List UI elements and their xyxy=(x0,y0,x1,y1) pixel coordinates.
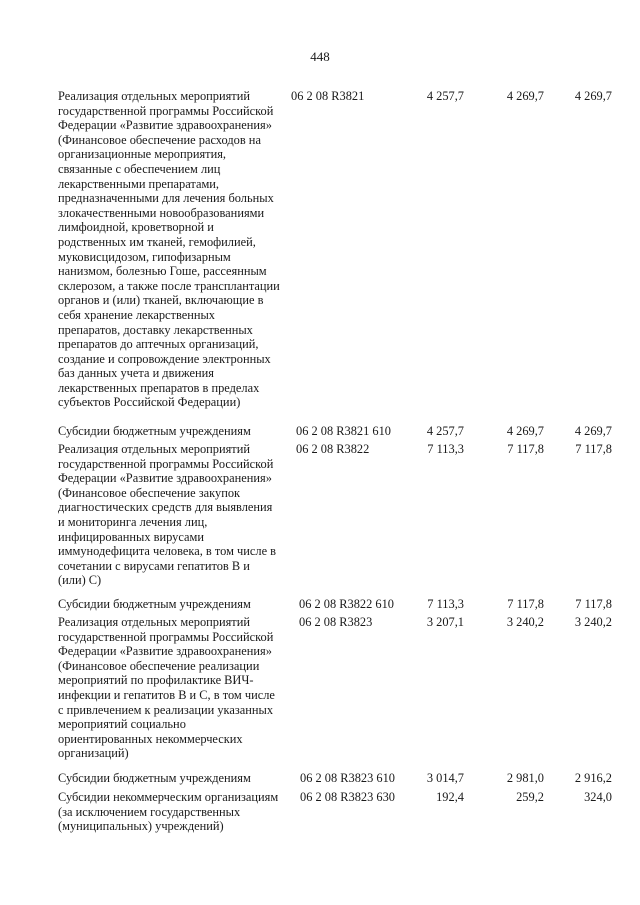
row-value-3: 7 117,8 xyxy=(575,597,612,611)
row-value-2: 4 269,7 xyxy=(506,424,544,438)
row-value-1: 4 257,7 xyxy=(426,89,464,103)
row-description: Субсидии бюджетным учреждениям xyxy=(58,597,251,611)
row-description: Субсидии бюджетным учреждениям xyxy=(58,424,251,438)
row-description: Реализация отдельных мероприятий государственной программы Российской Федерации «Развитие здравоохранения» (Финансовое обеспечение реализации мероприятий по профилактике ВИЧ- инфекции и гепатитов В и С, в том числе с привлечением к реализации указанных мероприятий социально ориентированных некоммерческих организаций) xyxy=(58,615,275,761)
row-description: Реализация отдельных мероприятий государственной программы Российской Федерации «Развитие здравоохранения» (Финансовое обеспечение закупок диагностических средств для выявления и мониторинга лечения лиц, инфицированных вирусами иммунодефицита человека, в том числе в сочетании с вирусами гепатитов В и (или) С) xyxy=(58,442,277,588)
row-code: 06 2 08 R3823 xyxy=(299,615,373,629)
row-value-3: 2 916,2 xyxy=(574,771,612,785)
row-value-2: 7 117,8 xyxy=(507,442,544,456)
row-value-1: 7 113,3 xyxy=(427,442,464,456)
row-value-1: 192,4 xyxy=(436,790,464,804)
row-value-1: 3 014,7 xyxy=(426,771,464,785)
row-value-1: 4 257,7 xyxy=(426,424,464,438)
row-description: Субсидии бюджетным учреждениям xyxy=(58,771,251,785)
page-number: 448 xyxy=(310,49,330,64)
row-code: 06 2 08 R3822 610 xyxy=(299,597,394,611)
row-code: 06 2 08 R3823 610 xyxy=(300,771,395,785)
row-code: 06 2 08 R3821 610 xyxy=(296,424,391,438)
row-value-1: 3 207,1 xyxy=(426,615,464,629)
row-value-3: 324,0 xyxy=(584,790,612,804)
row-description: Реализация отдельных мероприятий государственной программы Российской Федерации «Развитие здравоохранения» (Финансовое обеспечение расходов на организационные мероприятия, связанные с обеспечением лиц лекарственными препаратами, предназначенными для лечения больных злокачественными новообразованиями лимфоидной, кроветворной и родственных им тканей, гемофилией, муковисцидозом, гипофизарным нанизмом, болезнью Гоше, рассеянным склерозом, а также после трансплантации органов и (или) тканей, включающие в себя хранение лекарственных препаратов, доставку лекарственных препаратов до аптечных организаций, создание и сопровождение электронных баз данных учета и движения лекарственных препаратов в пределах субъектов Российской Федерации) xyxy=(58,89,280,410)
row-value-1: 7 113,3 xyxy=(427,597,464,611)
row-code: 06 2 08 R3822 xyxy=(296,442,370,456)
row-code: 06 2 08 R3821 xyxy=(291,89,365,103)
row-code: 06 2 08 R3823 630 xyxy=(300,790,395,804)
row-value-3: 7 117,8 xyxy=(575,442,612,456)
row-value-2: 3 240,2 xyxy=(506,615,544,629)
row-value-2: 259,2 xyxy=(516,790,544,804)
row-value-3: 4 269,7 xyxy=(574,424,612,438)
row-value-2: 4 269,7 xyxy=(506,89,544,103)
row-value-3: 3 240,2 xyxy=(574,615,612,629)
row-value-3: 4 269,7 xyxy=(574,89,612,103)
row-description: Субсидии некоммерческим организациям (за исключением государственных (муниципальных) учреждений) xyxy=(58,790,279,834)
row-value-2: 2 981,0 xyxy=(506,771,544,785)
row-value-2: 7 117,8 xyxy=(507,597,544,611)
